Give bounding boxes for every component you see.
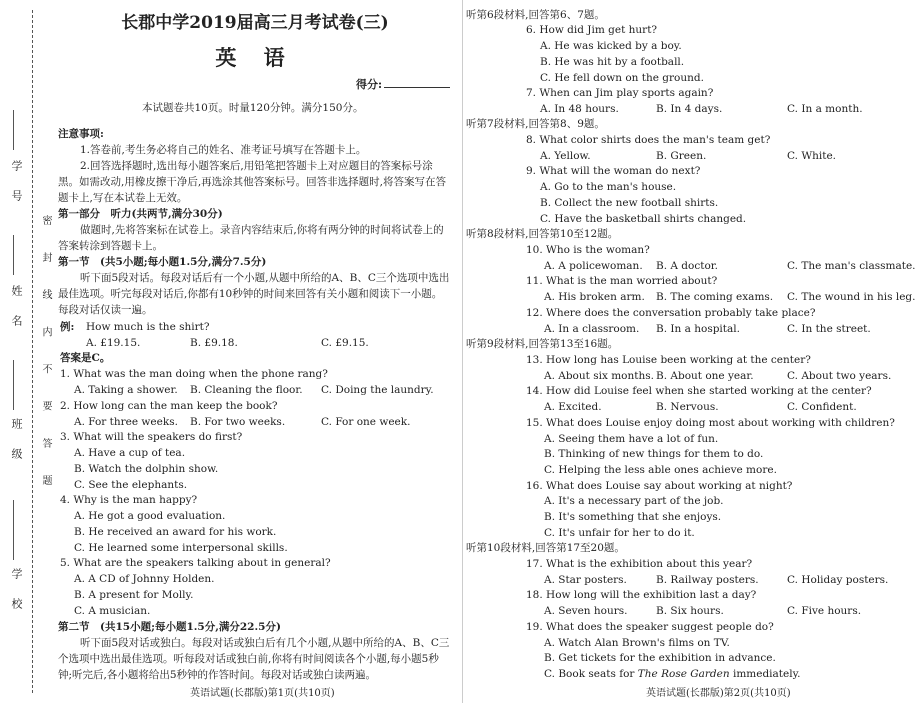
section2-instruction-line-3: 钟;听完后,各小题将给出5秒钟的作答时间。每段对话或独白读两遍。 xyxy=(58,669,377,681)
section1-instruction-line-2: 最佳选项。听完每段对话后,你都有10秒钟的时间来回答有关小题和阅读下一小题。 xyxy=(58,288,443,300)
material-9-heading: 听第9段材料,回答第13至16题。 xyxy=(466,338,619,350)
score-label: 得分: xyxy=(356,78,383,91)
question-15-option-a: A. Seeing them have a lot of fun. xyxy=(544,433,719,445)
question-18: 18. How long will the exhibition last a day? xyxy=(526,589,757,601)
question-9-option-c: C. Have the basketball shirts changed. xyxy=(540,213,747,225)
question-2: 2. How long can the man keep the book? xyxy=(60,400,278,412)
question-3-option-c: C. See the elephants. xyxy=(74,479,188,491)
question-1-option-b: B. Cleaning the floor. xyxy=(190,384,303,396)
question-5-option-c: C. A musician. xyxy=(74,605,151,617)
question-16-option-c: C. It's unfair for her to do it. xyxy=(544,527,695,539)
exam-subject: 英 语 xyxy=(215,45,295,70)
question-19: 19. What does the speaker suggest people do? xyxy=(526,621,774,633)
question-8-option-c: C. White. xyxy=(787,150,837,162)
question-16-option-b: B. It's something that she enjoys. xyxy=(544,511,722,523)
school-line xyxy=(13,500,14,560)
question-15-option-c: C. Helping the less able ones achieve more. xyxy=(544,464,777,476)
class-label-2: 级 xyxy=(10,448,23,461)
example-option-a: A. £19.15. xyxy=(86,337,141,349)
question-10: 10. Who is the woman? xyxy=(526,244,650,256)
question-1-option-a: A. Taking a shower. xyxy=(74,384,178,396)
binding-margin xyxy=(0,0,51,703)
example-label: 例: xyxy=(60,321,75,333)
student-id-label-1: 学 xyxy=(10,160,23,173)
question-12-option-a: A. In a classroom. xyxy=(544,323,640,335)
question-4-option-b: B. He received an award for his work. xyxy=(74,526,277,538)
exam-page-2 xyxy=(466,0,916,703)
exam-page-1 xyxy=(50,0,460,703)
score-blank xyxy=(384,77,450,88)
question-5: 5. What are the speakers talking about in general? xyxy=(60,557,331,569)
example-answer: 答案是C。 xyxy=(60,352,111,364)
seal-dashed-line xyxy=(32,10,33,693)
material-6-heading: 听第6段材料,回答第6、7题。 xyxy=(466,9,605,21)
question-3-option-b: B. Watch the dolphin show. xyxy=(74,463,219,475)
question-19-option-c xyxy=(544,667,800,681)
question-4-option-a: A. He got a good evaluation. xyxy=(74,510,226,522)
question-3: 3. What will the speakers do first? xyxy=(60,431,243,443)
question-5-option-b: B. A present for Molly. xyxy=(74,589,194,601)
question-6: 6. How did Jim get hurt? xyxy=(526,24,658,36)
question-17-option-b: B. Railway posters. xyxy=(656,574,759,586)
section2-instruction-line-1: 听下面5段对话或独白。每段对话或独白后有几个小题,从题中所给的A、B、C三 xyxy=(80,637,450,649)
notice-heading: 注意事项: xyxy=(58,128,104,140)
question-18-option-a: A. Seven hours. xyxy=(544,605,628,617)
page-2-footer: 英语试题(长郡版)第2页(共10页) xyxy=(646,688,791,699)
question-14-option-c: C. Confident. xyxy=(787,401,857,413)
question-2-option-a: A. For three weeks. xyxy=(74,416,178,428)
question-14: 14. How did Louise feel when she started working at the center? xyxy=(526,385,872,397)
question-11-option-b: B. The coming exams. xyxy=(656,291,774,303)
part1-instruction-line-2: 答案转涂到答题卡上。 xyxy=(58,240,163,252)
question-17: 17. What is the exhibition about this year? xyxy=(526,558,753,570)
question-15-option-b: B. Thinking of new things for them to do. xyxy=(544,448,764,460)
notice-item-2-line-1: 2.回答选择题时,选出每小题答案后,用铅笔把答题卡上对应题目的答案标号涂 xyxy=(80,160,433,172)
seal-warning-text: 密 封 线 内 不 要 答 题 xyxy=(40,215,51,498)
notice-item-2-line-3: 题卡上,写在本试卷上无效。 xyxy=(58,192,188,204)
question-13-option-b: B. About one year. xyxy=(656,370,754,382)
student-id-label-2: 号 xyxy=(10,190,23,203)
exam-title: 长郡中学2019届高三月考试卷(三) xyxy=(121,13,389,33)
page-separator xyxy=(462,0,463,703)
section2-heading: 第二节 (共15小题;每小题1.5分,满分22.5分) xyxy=(58,621,281,633)
question-8: 8. What color shirts does the man's team get? xyxy=(526,134,771,146)
question-15: 15. What does Louise enjoy doing most about working with children? xyxy=(526,417,895,429)
section1-instruction-line-1: 听下面5段对话。每段对话后有一个小题,从题中所给的A、B、C三个选项中选出 xyxy=(80,272,450,284)
question-6-option-b: B. He was hit by a football. xyxy=(540,56,685,68)
example-option-b: B. £9.18. xyxy=(190,337,238,349)
question-4-option-c: C. He learned some interpersonal skills. xyxy=(74,542,288,554)
question-5-option-a: A. A CD of Johnny Holden. xyxy=(74,573,215,585)
question-7: 7. When can Jim play sports again? xyxy=(526,87,714,99)
section1-heading: 第一节 (共5小题;每小题1.5分,满分7.5分) xyxy=(58,256,267,268)
question-12-option-c: C. In the street. xyxy=(787,323,871,335)
question-7-option-a: A. In 48 hours. xyxy=(540,103,619,115)
question-2-option-b: B. For two weeks. xyxy=(190,416,286,428)
question-8-option-b: B. Green. xyxy=(656,150,707,162)
question-17-option-a: A. Star posters. xyxy=(544,574,627,586)
question-7-option-c: C. In a month. xyxy=(787,103,863,115)
question-6-option-a: A. He was kicked by a boy. xyxy=(540,40,682,52)
question-7-option-b: B. In 4 days. xyxy=(656,103,723,115)
name-label-2: 名 xyxy=(10,315,23,328)
question-13-option-a: A. About six months. xyxy=(544,370,654,382)
question-10-option-b: B. A doctor. xyxy=(656,260,718,272)
question-16-option-a: A. It's a necessary part of the job. xyxy=(544,495,724,507)
question-14-option-b: B. Nervous. xyxy=(656,401,719,413)
question-14-option-a: A. Excited. xyxy=(544,401,602,413)
score-field xyxy=(356,76,450,92)
question-19-option-c-suffix: immediately. xyxy=(729,668,801,680)
question-10-option-a: A. A policewoman. xyxy=(544,260,643,272)
question-10-option-c: C. The man's classmate. xyxy=(787,260,916,272)
question-19-option-a: A. Watch Alan Brown's films on TV. xyxy=(544,637,730,649)
name-line xyxy=(13,235,14,275)
question-18-option-b: B. Six hours. xyxy=(656,605,724,617)
material-8-heading: 听第8段材料,回答第10至12题。 xyxy=(466,228,619,240)
school-label-2: 校 xyxy=(10,598,23,611)
name-label-1: 姓 xyxy=(10,285,23,298)
question-9-option-a: A. Go to the man's house. xyxy=(540,181,677,193)
question-13-option-c: C. About two years. xyxy=(787,370,892,382)
question-11-option-c: C. The wound in his leg. xyxy=(787,291,916,303)
class-label-1: 班 xyxy=(10,418,23,431)
class-line xyxy=(13,360,14,410)
question-11-option-a: A. His broken arm. xyxy=(544,291,645,303)
question-2-option-c: C. For one week. xyxy=(321,416,411,428)
question-19-option-c-title: The Rose Garden xyxy=(637,668,730,680)
question-9: 9. What will the woman do next? xyxy=(526,165,701,177)
school-label-1: 学 xyxy=(10,568,23,581)
question-16: 16. What does Louise say about working at night? xyxy=(526,480,793,492)
section1-instruction-line-3: 每段对话仅读一遍。 xyxy=(58,304,153,316)
part1-instruction-line-1: 做题时,先将答案标在试卷上。录音内容结束后,你将有两分钟的时间将试卷上的 xyxy=(80,224,444,236)
question-3-option-a: A. Have a cup of tea. xyxy=(74,447,186,459)
page-1-footer: 英语试题(长郡版)第1页(共10页) xyxy=(190,688,335,699)
question-17-option-c: C. Holiday posters. xyxy=(787,574,889,586)
question-19-option-c-prefix: C. Book seats for xyxy=(544,668,638,680)
question-19-option-b: B. Get tickets for the exhibition in advance. xyxy=(544,652,776,664)
section2-instruction-line-2: 个选项中选出最佳选项。听每段对话或独白前,你将有时间阅读各个小题,每小题5秒 xyxy=(58,653,439,665)
material-10-heading: 听第10段材料,回答第17至20题。 xyxy=(466,542,625,554)
part1-heading: 第一部分 听力(共两节,满分30分) xyxy=(58,208,223,220)
question-8-option-a: A. Yellow. xyxy=(540,150,591,162)
example-option-c: C. £9.15. xyxy=(321,337,369,349)
question-18-option-c: C. Five hours. xyxy=(787,605,862,617)
question-12: 12. Where does the conversation probably take place? xyxy=(526,307,816,319)
material-7-heading: 听第7段材料,回答第8、9题。 xyxy=(466,118,605,130)
student-id-line xyxy=(13,110,14,150)
question-11: 11. What is the man worried about? xyxy=(526,275,718,287)
question-1: 1. What was the man doing when the phone rang? xyxy=(60,368,328,380)
question-1-option-c: C. Doing the laundry. xyxy=(321,384,434,396)
question-6-option-c: C. He fell down on the ground. xyxy=(540,72,704,84)
notice-item-1: 1.答卷前,考生务必将自己的姓名、准考证号填写在答题卡上。 xyxy=(80,144,367,156)
question-4: 4. Why is the man happy? xyxy=(60,494,198,506)
question-12-option-b: B. In a hospital. xyxy=(656,323,740,335)
example-question: How much is the shirt? xyxy=(86,321,210,333)
question-13: 13. How long has Louise been working at the center? xyxy=(526,354,811,366)
exam-intro: 本试题卷共10页。时量120分钟。满分150分。 xyxy=(142,102,364,114)
notice-item-2-line-2: 黑。如需改动,用橡皮擦干净后,再选涂其他答案标号。回答非选择题时,将答案写在答 xyxy=(58,176,447,188)
question-9-option-b: B. Collect the new football shirts. xyxy=(540,197,719,209)
